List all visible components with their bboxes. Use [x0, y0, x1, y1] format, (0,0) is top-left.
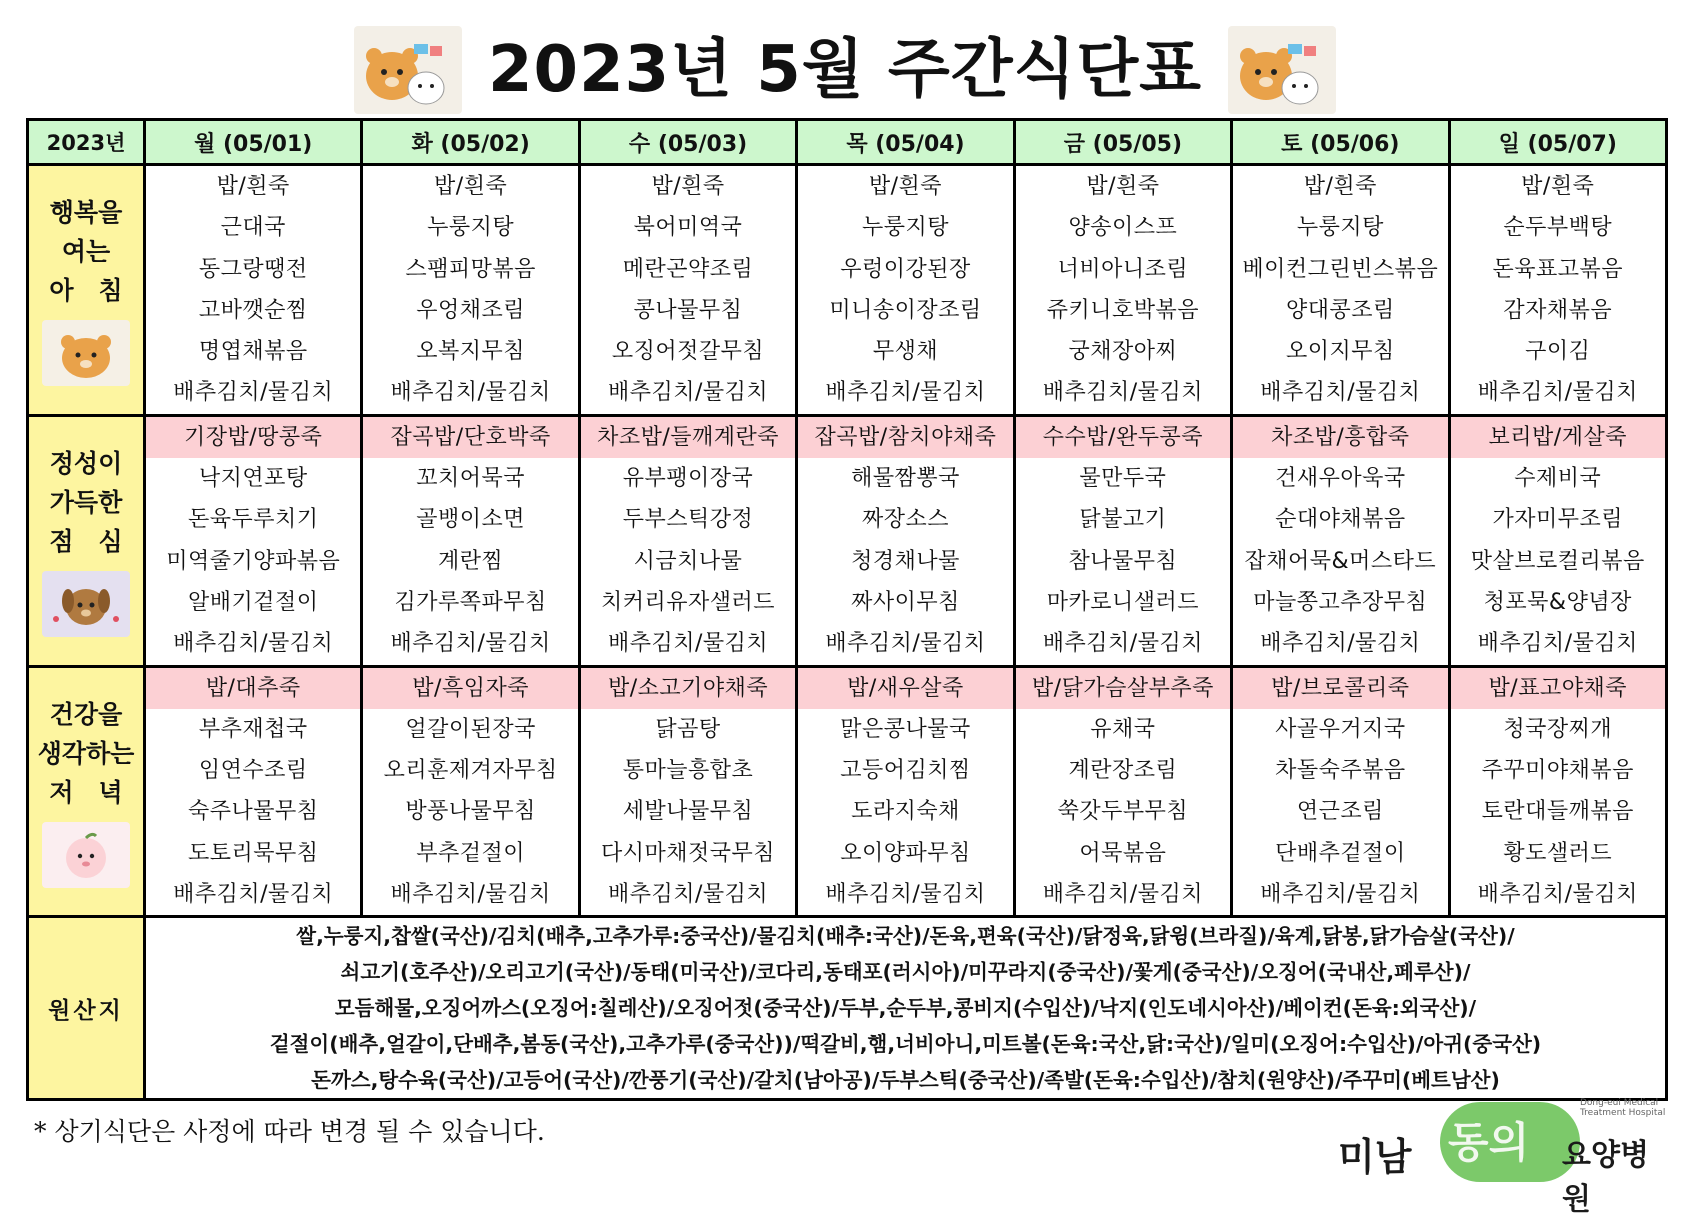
- logo-prefix: 미남: [1338, 1135, 1412, 1179]
- meal-label: [28, 165, 145, 416]
- menu-item: 물만두국: [1079, 466, 1167, 492]
- menu-item: 배추김치/물김치: [1260, 380, 1421, 406]
- rice-porridge-item: 잡곡밥/참치야채죽: [798, 417, 1012, 458]
- menu-cell: [1014, 165, 1231, 416]
- menu-item: 무생채: [872, 339, 939, 365]
- menu-item: 맑은콩나물국: [840, 716, 971, 742]
- menu-item: 오이지무침: [1285, 339, 1395, 365]
- menu-item: 임연수조림: [198, 758, 308, 784]
- rice-porridge-item: 차조밥/흥합죽: [1233, 417, 1447, 458]
- rice-porridge-item: 수수밥/완두콩죽: [1016, 417, 1230, 458]
- day-header: 월 (05/01): [145, 120, 362, 165]
- bear-mascot-icon: [1228, 26, 1336, 114]
- meal-label-line: 점 심: [49, 527, 123, 557]
- menu-item: 토란대들깨볶음: [1481, 799, 1634, 825]
- menu-item: 배추김치/물김치: [1042, 882, 1203, 908]
- day-header: 금 (05/05): [1014, 120, 1231, 165]
- menu-item: 알배기겉절이: [187, 589, 319, 615]
- rice-porridge-item: 밥/브로콜리죽: [1233, 668, 1447, 709]
- menu-item: 청경채나물: [851, 548, 960, 574]
- menu-item: 치커리유자샐러드: [601, 589, 776, 615]
- menu-item: 배추김치/물김치: [173, 882, 334, 908]
- origin-line: 쇠고기(호주산)/오리고기(국산)/동태(미국산)/코다리,동태포(러시아)/미꾸라지(중국산)/꽃게(중국산)/오징어(국내산,페루산)/: [340, 960, 1471, 985]
- menu-item: 낙지연포탕: [198, 466, 308, 492]
- menu-item: 닭곰탕: [655, 716, 721, 742]
- menu-item: 얼갈이된장국: [405, 716, 536, 742]
- header-row: [28, 120, 1667, 165]
- origin-text: [145, 917, 1667, 1100]
- menu-item: 콩나물무침: [633, 297, 743, 323]
- menu-item: 마늘쫑고추장무침: [1253, 589, 1428, 615]
- menu-cell: [145, 666, 362, 917]
- menu-item: 배추김치/물김치: [607, 882, 769, 908]
- menu-item: 다시마채젓국무침: [601, 840, 776, 866]
- menu-cell: [1014, 666, 1231, 917]
- menu-item: 순대야채볶음: [1275, 507, 1406, 533]
- menu-item: 꼬치어묵국: [416, 466, 526, 492]
- menu-cell: [797, 415, 1014, 666]
- menu-item: 동그랑땡전: [198, 256, 308, 282]
- origin-row: [28, 917, 1667, 1100]
- menu-cell: [145, 165, 362, 416]
- meal-label-line: 아 침: [49, 276, 123, 306]
- menu-item: 어묵볶음: [1079, 840, 1167, 866]
- menu-item: 궁채장아찌: [1068, 339, 1178, 365]
- hospital-logo: [1330, 1092, 1670, 1217]
- peach-mascot-icon: [29, 822, 143, 888]
- menu-cell: [1232, 666, 1449, 917]
- menu-item: 근대국: [220, 215, 286, 241]
- menu-table: [26, 118, 1668, 1101]
- menu-item: 닭불고기: [1079, 507, 1167, 533]
- meal-label-line: 건강을: [49, 699, 123, 729]
- menu-item: 우엉채조림: [416, 297, 526, 323]
- menu-item: 두부스틱강정: [622, 507, 754, 533]
- menu-item: 북어미역국: [633, 215, 743, 241]
- meal-label: [28, 666, 145, 917]
- year-header: 2023년: [28, 120, 145, 165]
- meal-row: [28, 415, 1667, 666]
- menu-item: 베이컨그린빈스볶음: [1242, 256, 1439, 282]
- menu-item: 사골우거지국: [1275, 716, 1406, 742]
- rice-porridge-item: 밥/표고야채죽: [1451, 668, 1665, 709]
- day-header: 일 (05/07): [1449, 120, 1666, 165]
- menu-item: 짜사이무침: [851, 589, 960, 615]
- menu-item: 도토리묵무침: [187, 840, 319, 866]
- rice-porridge-item: 밥/흰죽: [868, 174, 943, 199]
- menu-cell: [362, 415, 579, 666]
- bear-mascot-icon: [29, 320, 143, 386]
- menu-item: 쑥갓두부무침: [1057, 799, 1189, 825]
- logo-english: Dong-eui Medical Treatment Hospital: [1580, 1098, 1666, 1118]
- menu-cell: [1449, 415, 1666, 666]
- menu-item: 통마늘흥합초: [622, 758, 754, 784]
- meal-label-line: 저 녁: [49, 777, 123, 807]
- menu-item: 감자채볶음: [1503, 297, 1613, 323]
- rice-porridge-item: 밥/흑임자죽: [363, 668, 577, 709]
- menu-item: 연근조림: [1296, 799, 1384, 825]
- menu-item: 배추김치/물김치: [1260, 882, 1421, 908]
- menu-item: 배추김치/물김치: [1042, 631, 1203, 657]
- menu-item: 도라지숙채: [851, 799, 960, 825]
- menu-item: 쥬키니호박볶음: [1046, 297, 1200, 323]
- meal-label: [28, 415, 145, 666]
- origin-label: 원산지: [28, 917, 145, 1100]
- menu-item: 유채국: [1090, 716, 1156, 742]
- meal-row: [28, 666, 1667, 917]
- menu-item: 황도샐러드: [1503, 840, 1613, 866]
- menu-item: 단배추겉절이: [1275, 840, 1406, 866]
- meal-label-line: 생각하는: [37, 738, 135, 768]
- menu-item: 건새우아욱국: [1275, 466, 1406, 492]
- menu-cell: [797, 165, 1014, 416]
- menu-item: 배추김치/물김치: [173, 631, 334, 657]
- origin-line: 겉절이(배추,얼갈이,단배추,봄동(국산),고추가루(중국산))/떡갈비,햄,너비아니,미트볼(돈육:국산,닭:국산)/일미(오징어:수입산)/아귀(중국산): [269, 1032, 1542, 1057]
- menu-item: 배추김치/물김치: [390, 882, 551, 908]
- rice-porridge-item: 기장밥/땅콩죽: [146, 417, 360, 458]
- menu-item: 스팸피망볶음: [405, 256, 536, 282]
- menu-item: 수제비국: [1514, 466, 1602, 492]
- meal-label-line: 가득한: [49, 488, 123, 518]
- menu-item: 너비아니조림: [1057, 256, 1189, 282]
- menu-item: 부추재첩국: [198, 716, 308, 742]
- menu-item: 배추김치/물김치: [607, 380, 769, 406]
- day-header: 수 (05/03): [579, 120, 796, 165]
- menu-item: 오이양파무침: [840, 840, 971, 866]
- menu-item: 맛살브로컬리볶음: [1470, 548, 1645, 574]
- menu-item: 양송이스프: [1068, 215, 1178, 241]
- rice-porridge-item: 차조밥/들깨계란죽: [581, 417, 795, 458]
- day-header: 화 (05/02): [362, 120, 579, 165]
- menu-item: 청포묵&양념장: [1483, 589, 1632, 615]
- menu-item: 해물짬뽕국: [851, 466, 960, 492]
- rice-porridge-item: 보리밥/게살죽: [1451, 417, 1665, 458]
- menu-item: 고등어김치찜: [840, 758, 971, 784]
- menu-item: 배추김치/물김치: [390, 631, 551, 657]
- menu-item: 미역줄기양파볶음: [166, 548, 341, 574]
- rice-porridge-item: 밥/흰죽: [651, 174, 725, 199]
- menu-cell: [1449, 165, 1666, 416]
- menu-cell: [362, 666, 579, 917]
- menu-item: 명엽채볶음: [198, 339, 308, 365]
- menu-cell: [1232, 165, 1449, 416]
- menu-cell: [145, 415, 362, 666]
- menu-item: 오복지무침: [416, 339, 526, 365]
- menu-cell: [1232, 415, 1449, 666]
- menu-cell: [579, 165, 796, 416]
- menu-cell: [579, 415, 796, 666]
- menu-cell: [1449, 666, 1666, 917]
- menu-item: 우렁이강된장: [840, 256, 971, 282]
- menu-item: 가자미무조림: [1492, 507, 1624, 533]
- menu-item: 돈육두루치기: [187, 507, 319, 533]
- menu-item: 시금치나물: [633, 548, 743, 574]
- origin-line: 돈까스,탕수육(국산)/고등어(국산)/깐풍기(국산)/갈치(남아공)/두부스틱(중국산)/족발(돈육:수입산)/참치(원양산)/주꾸미(베트남산): [311, 1068, 1500, 1093]
- menu-item: 유부팽이장국: [622, 466, 754, 492]
- origin-line: 쌀,누룽지,찹쌀(국산)/김치(배추,고추가루:중국산)/물김치(배추:국산)/돈육,편육(국산)/닭정육,닭윙(브라질)/육계,닭봉,닭가슴살(국산)/: [296, 924, 1515, 949]
- menu-item: 구이김: [1525, 339, 1591, 365]
- logo-highlight: 동의: [1448, 1118, 1530, 1167]
- menu-item: 부추겉절이: [416, 840, 526, 866]
- day-header: 목 (05/04): [797, 120, 1014, 165]
- menu-item: 배추김치/물김치: [1477, 882, 1638, 908]
- menu-item: 메란곤약조림: [622, 256, 754, 282]
- menu-item: 청국장찌개: [1503, 716, 1613, 742]
- menu-item: 배추김치/물김치: [825, 882, 986, 908]
- menu-item: 오리훈제겨자무침: [383, 758, 558, 784]
- rice-porridge-item: 잡곡밥/단호박죽: [363, 417, 577, 458]
- menu-item: 누룽지탕: [1296, 215, 1384, 241]
- menu-item: 주꾸미야채볶음: [1481, 758, 1634, 784]
- dog-mascot-icon: [29, 571, 143, 637]
- rice-porridge-item: 밥/흰죽: [1086, 174, 1160, 199]
- menu-item: 차돌숙주볶음: [1275, 758, 1406, 784]
- meal-label-line: 여는: [61, 237, 111, 267]
- day-header: 토 (05/06): [1232, 120, 1449, 165]
- page-title: 2023년 5월 주간식단표: [488, 33, 1202, 107]
- menu-item: 돈육표고볶음: [1492, 256, 1624, 282]
- menu-item: 배추김치/물김치: [825, 380, 986, 406]
- meal-label-line: 정성이: [49, 449, 123, 479]
- menu-item: 누룽지탕: [427, 215, 515, 241]
- rice-porridge-item: 밥/새우살죽: [798, 668, 1012, 709]
- origin-line: 모듬해물,오징어까스(오징어:칠레산)/오징어젓(중국산)/두부,순두부,콩비지(수입산)/낙지(인도네시아산)/베이컨(돈육:외국산)/: [334, 996, 1477, 1021]
- rice-porridge-item: 밥/닭가슴살부추죽: [1016, 668, 1230, 709]
- menu-item: 양대콩조림: [1285, 297, 1395, 323]
- menu-item: 계란찜: [438, 548, 504, 574]
- footnote: * 상기식단은 사정에 따라 변경 될 수 있습니다.: [34, 1117, 545, 1146]
- rice-porridge-item: 밥/흰죽: [434, 174, 508, 199]
- rice-porridge-item: 밥/대추죽: [146, 668, 360, 709]
- menu-item: 세발나물무침: [622, 799, 754, 825]
- menu-cell: [797, 666, 1014, 917]
- meal-row: [28, 165, 1667, 416]
- menu-item: 순두부백탕: [1503, 215, 1613, 241]
- menu-cell: [1014, 415, 1231, 666]
- menu-item: 배추김치/물김치: [607, 631, 769, 657]
- menu-item: 김가루쪽파무침: [394, 589, 547, 615]
- title-area: [0, 0, 1694, 118]
- rice-porridge-item: 밥/흰죽: [1303, 174, 1377, 199]
- menu-item: 계란장조림: [1068, 758, 1178, 784]
- menu-item: 짜장소스: [861, 507, 949, 533]
- menu-cell: [362, 165, 579, 416]
- menu-item: 오징어젓갈무침: [611, 339, 765, 365]
- logo-suffix: 요양병원: [1562, 1138, 1649, 1217]
- menu-item: 배추김치/물김치: [1477, 380, 1638, 406]
- menu-item: 배추김치/물김치: [390, 380, 551, 406]
- menu-item: 배추김치/물김치: [1260, 631, 1421, 657]
- menu-item: 배추김치/물김치: [173, 380, 334, 406]
- menu-item: 참나물무침: [1068, 548, 1178, 574]
- rice-porridge-item: 밥/소고기야채죽: [581, 668, 795, 709]
- menu-item: 잡채어묵&머스타드: [1244, 548, 1437, 574]
- menu-item: 미니송이장조림: [829, 297, 982, 323]
- menu-item: 숙주나물무침: [187, 799, 319, 825]
- menu-item: 배추김치/물김치: [1477, 631, 1638, 657]
- menu-item: 골뱅이소면: [416, 507, 526, 533]
- rice-porridge-item: 밥/흰죽: [216, 174, 290, 199]
- menu-item: 고바깻순찜: [198, 297, 308, 323]
- meal-label-line: 행복을: [49, 198, 123, 228]
- menu-item: 마카로니샐러드: [1046, 589, 1200, 615]
- menu-item: 배추김치/물김치: [1042, 380, 1203, 406]
- rice-porridge-item: 밥/흰죽: [1521, 174, 1595, 199]
- menu-item: 누룽지탕: [861, 215, 949, 241]
- menu-cell: [579, 666, 796, 917]
- menu-item: 배추김치/물김치: [825, 631, 986, 657]
- menu-item: 방풍나물무침: [405, 799, 536, 825]
